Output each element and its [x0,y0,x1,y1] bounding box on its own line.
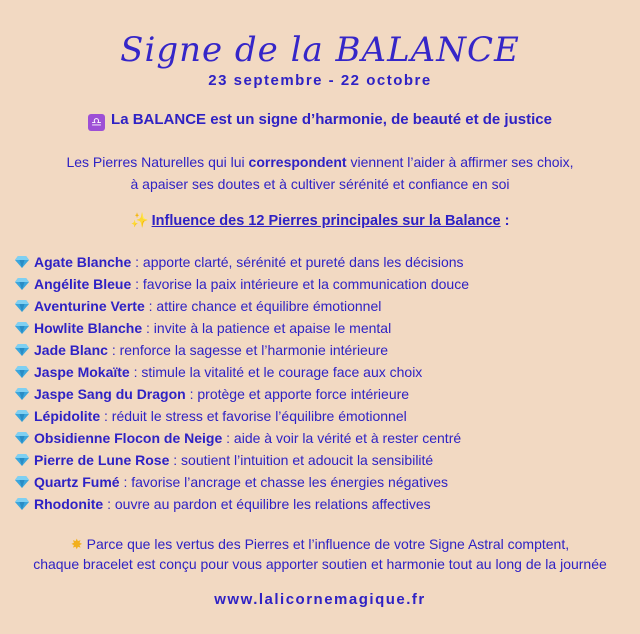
page-title: Signe de la BALANCE [120,30,520,70]
stone-name: Jade Blanc [34,342,108,358]
intro-paragraph [0,151,640,195]
libra-icon: ♎ [88,114,105,131]
influence-heading-colon: : [500,213,510,229]
stone-item [15,273,469,295]
sparkles-icon: ✨ [130,213,149,229]
stone-description: : invite à la patience et apaise le mental [142,320,392,336]
gem-icon [15,344,29,356]
outro-text-1: Parce que les vertus des Pierres et l’influence de votre Signe Astral comptent, [86,536,570,552]
stone-description: : renforce la sagesse et l’harmonie intérieure [107,342,389,358]
stone-description: : soutient l’intuition et adoucit la sensibilité [169,452,434,468]
gem-icon [15,256,29,268]
stone-name: Rhodonite [34,496,104,512]
stone-item [15,251,469,273]
stone-description: : stimule la vitalité et le courage face aux choix [129,364,423,380]
stone-description: : attire chance et équilibre émotionnel [144,298,382,314]
stone-name: Jaspe Sang du Dragon [34,386,186,402]
headline [0,111,640,131]
stone-description: : réduit le stress et favorise l’équilibre émotionnel [100,408,407,424]
stone-description: : apporte clarté, sérénité et pureté dans les décisions [131,254,464,270]
stone-item [15,471,469,493]
gem-icon [15,476,29,488]
stone-item [15,339,469,361]
headline-text: La BALANCE est un signe d’harmonie, de beauté et de justice [111,111,552,128]
glowing-star-icon: ✸ [70,536,83,552]
website-url[interactable]: www.lalicornemagique.fr [214,591,426,608]
stone-name: Angélite Bleue [34,276,132,292]
intro-text: Les Pierres Naturelles qui lui [66,154,249,170]
stone-item [15,493,469,515]
outro-line-1 [0,534,640,554]
stone-name: Obsidienne Flocon de Neige [34,430,223,446]
stone-name: Howlite Blanche [34,320,143,336]
gem-icon [15,278,29,290]
stone-item [15,449,469,471]
date-range: 23 septembre - 22 octobre [208,72,432,89]
stone-item [15,405,469,427]
gem-icon [15,388,29,400]
stone-item [15,295,469,317]
stone-name: Agate Blanche [34,254,132,270]
intro-line-1 [0,151,640,173]
intro-bold-text: correspondent [248,154,347,170]
outro-paragraph [0,534,640,574]
stone-description: : ouvre au pardon et équilibre les relations affectives [103,496,431,512]
gem-icon [15,498,29,510]
intro-text-end: viennent l’aider à affirmer ses choix, [346,154,574,170]
gem-icon [15,432,29,444]
gem-icon [15,410,29,422]
stone-name: Lépidolite [34,408,101,424]
stone-name: Quartz Fumé [34,474,120,490]
influence-heading-label: Influence des 12 Pierres principales sur la Balance [151,213,501,229]
stone-name: Pierre de Lune Rose [34,452,170,468]
gem-icon [15,454,29,466]
stone-list [15,251,469,515]
stone-description: : favorise l’ancrage et chasse les énergies négatives [119,474,448,490]
influence-heading [0,212,640,229]
gem-icon [15,322,29,334]
gem-icon [15,300,29,312]
outro-line-2: chaque bracelet est conçu pour vous apporter soutien et harmonie tout au long de la journée [33,556,607,572]
stone-description: : protège et apporte force intérieure [185,386,410,402]
stone-name: Jaspe Mokaïte [34,364,130,380]
stone-description: : favorise la paix intérieure et la communication douce [131,276,469,292]
stone-item [15,317,469,339]
stone-item [15,361,469,383]
intro-line-2: à apaiser ses doutes et à cultiver sérénité et confiance en soi [130,176,510,192]
gem-icon [15,366,29,378]
stone-item [15,383,469,405]
stone-description: : aide à voir la vérité et à rester centré [222,430,462,446]
stone-name: Aventurine Verte [34,298,145,314]
stone-item [15,427,469,449]
